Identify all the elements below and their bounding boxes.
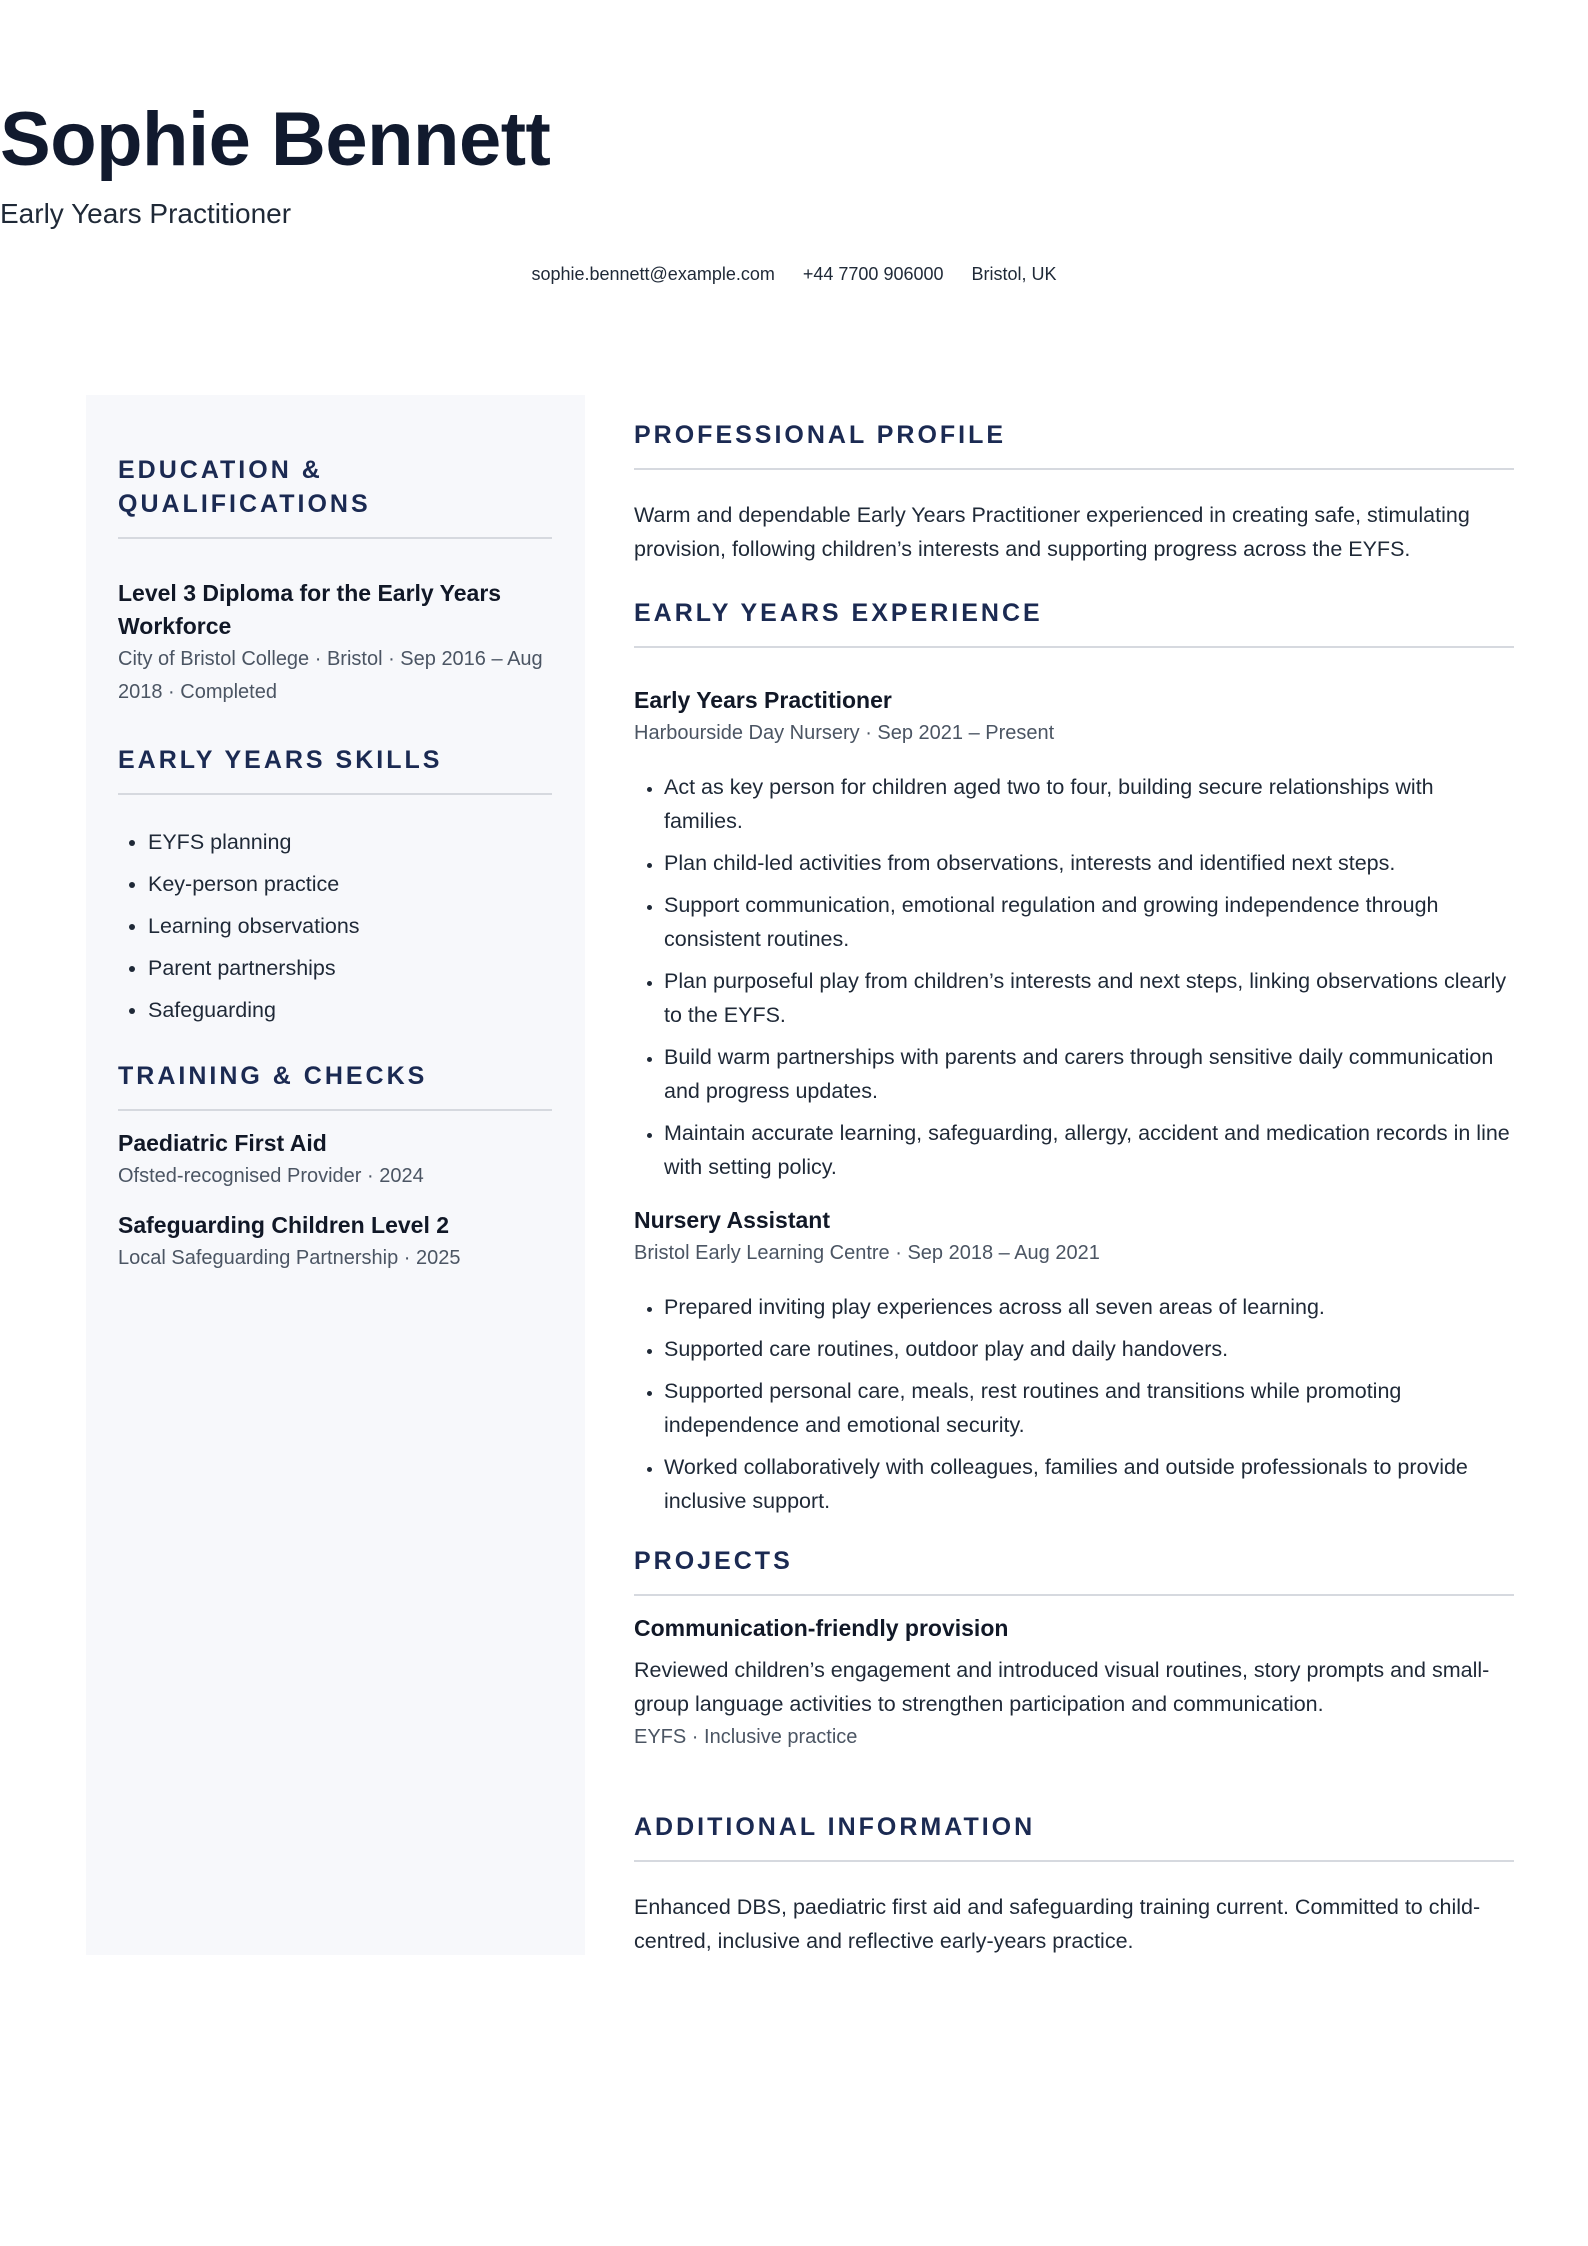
job-bullet: • Maintain accurate learning, safeguarding, allergy, accident and medication records in line with setting policy. bbox=[664, 1116, 1514, 1184]
skills-list bbox=[118, 825, 552, 1027]
job-bullet: • Supported care routines, outdoor play and daily handovers. bbox=[664, 1332, 1514, 1366]
contact-line bbox=[0, 262, 1588, 286]
job-bullet: • Worked collaboratively with colleagues, families and outside professionals to provide inclusive support. bbox=[664, 1450, 1514, 1518]
project-title: Communication-friendly provision bbox=[634, 1615, 1009, 1641]
job-bullet: • Plan child-led activities from observations, interests and identified next steps. bbox=[664, 846, 1514, 880]
training-item-meta: Local Safeguarding Partnership · 2025 bbox=[118, 1247, 461, 1269]
job-bullets bbox=[634, 770, 1514, 1184]
section-divider bbox=[634, 646, 1514, 648]
job-bullet: • Build warm partnerships with parents and carers through sensitive daily communication and progress updates. bbox=[664, 1040, 1514, 1108]
education-item-meta: City of Bristol College · Bristol · Sep 2016 – Aug 2018 · Completed bbox=[118, 648, 543, 703]
job-bullet: • Prepared inviting play experiences across all seven areas of learning. bbox=[664, 1290, 1514, 1324]
job-meta: Harbourside Day Nursery · Sep 2021 – Present bbox=[634, 722, 1055, 744]
education-heading bbox=[118, 453, 552, 521]
main-column bbox=[634, 418, 1514, 1958]
training-item bbox=[118, 1127, 552, 1193]
skill-item: • Parent partnerships bbox=[148, 951, 552, 985]
additional-text: Enhanced DBS, paediatric first aid and safeguarding training current. Committed to child-centred, inclusive and reflective early-years practice. bbox=[634, 1895, 1481, 1953]
additional-section bbox=[634, 1810, 1514, 1958]
skill-item: • Safeguarding bbox=[148, 993, 552, 1027]
projects-heading: PROJECTS bbox=[634, 1547, 793, 1575]
job-bullet: • Plan purposeful play from children’s interests and next steps, linking observations clearly to the EYFS. bbox=[664, 964, 1514, 1032]
education-item bbox=[118, 577, 552, 709]
section-divider bbox=[118, 1109, 552, 1111]
skills-section bbox=[118, 743, 552, 1027]
job-meta: Bristol Early Learning Centre · Sep 2018 – Aug 2021 bbox=[634, 1242, 1100, 1264]
section-divider bbox=[118, 537, 552, 539]
project-tags: EYFS · Inclusive practice bbox=[634, 1726, 858, 1748]
training-heading: TRAINING & CHECKS bbox=[118, 1062, 428, 1090]
experience-section bbox=[634, 596, 1514, 1518]
training-item-title: Paediatric First Aid bbox=[118, 1130, 327, 1156]
job-bullet: • Support communication, emotional regulation and growing independence through consistent routines. bbox=[664, 888, 1514, 956]
section-divider bbox=[118, 793, 552, 795]
job-bullet: • Supported personal care, meals, rest routines and transitions while promoting independence and emotional security. bbox=[664, 1374, 1514, 1442]
candidate-title: Early Years Practitioner bbox=[0, 198, 292, 229]
education-heading-line2: QUALIFICATIONS bbox=[118, 490, 371, 518]
contact-email[interactable]: sophie.bennett@example.com bbox=[531, 264, 775, 284]
additional-heading: ADDITIONAL INFORMATION bbox=[634, 1813, 1036, 1841]
job-entry bbox=[634, 1204, 1514, 1518]
project-item bbox=[634, 1612, 1514, 1754]
section-divider bbox=[634, 1594, 1514, 1596]
profile-section bbox=[634, 418, 1514, 566]
sidebar bbox=[86, 395, 585, 1955]
training-item-title: Safeguarding Children Level 2 bbox=[118, 1212, 450, 1238]
skill-item: • Learning observations bbox=[148, 909, 552, 943]
profile-heading: PROFESSIONAL PROFILE bbox=[634, 421, 1007, 449]
profile-text: Warm and dependable Early Years Practitioner experienced in creating safe, stimulating provision, following children’s interests and supporting progress across the EYFS. bbox=[634, 503, 1470, 561]
job-bullet: • Act as key person for children aged two to four, building secure relationships with families. bbox=[664, 770, 1514, 838]
contact-phone[interactable]: +44 7700 906000 bbox=[802, 264, 944, 284]
projects-section bbox=[634, 1544, 1514, 1754]
skills-heading: EARLY YEARS SKILLS bbox=[118, 746, 443, 774]
section-divider bbox=[634, 468, 1514, 470]
job-entry bbox=[634, 684, 1514, 1184]
experience-heading: EARLY YEARS EXPERIENCE bbox=[634, 599, 1043, 627]
skill-item: • EYFS planning bbox=[148, 825, 552, 859]
job-bullets bbox=[634, 1290, 1514, 1518]
project-description: Reviewed children’s engagement and introduced visual routines, story prompts and small-group language activities to strengthen participation and communication. bbox=[634, 1658, 1490, 1716]
training-item-meta: Ofsted-recognised Provider · 2024 bbox=[118, 1165, 424, 1187]
candidate-name: Sophie Bennett bbox=[0, 97, 551, 182]
education-section bbox=[118, 453, 552, 709]
skill-item: • Key-person practice bbox=[148, 867, 552, 901]
contact-location: Bristol, UK bbox=[971, 264, 1057, 284]
job-title: Early Years Practitioner bbox=[634, 687, 892, 713]
education-heading-line1: EDUCATION & bbox=[118, 456, 323, 484]
job-title: Nursery Assistant bbox=[634, 1207, 831, 1233]
training-section bbox=[118, 1059, 552, 1275]
training-item bbox=[118, 1209, 552, 1275]
section-divider bbox=[634, 1860, 1514, 1862]
education-item-title: Level 3 Diploma for the Early Years Workforce bbox=[118, 580, 502, 639]
